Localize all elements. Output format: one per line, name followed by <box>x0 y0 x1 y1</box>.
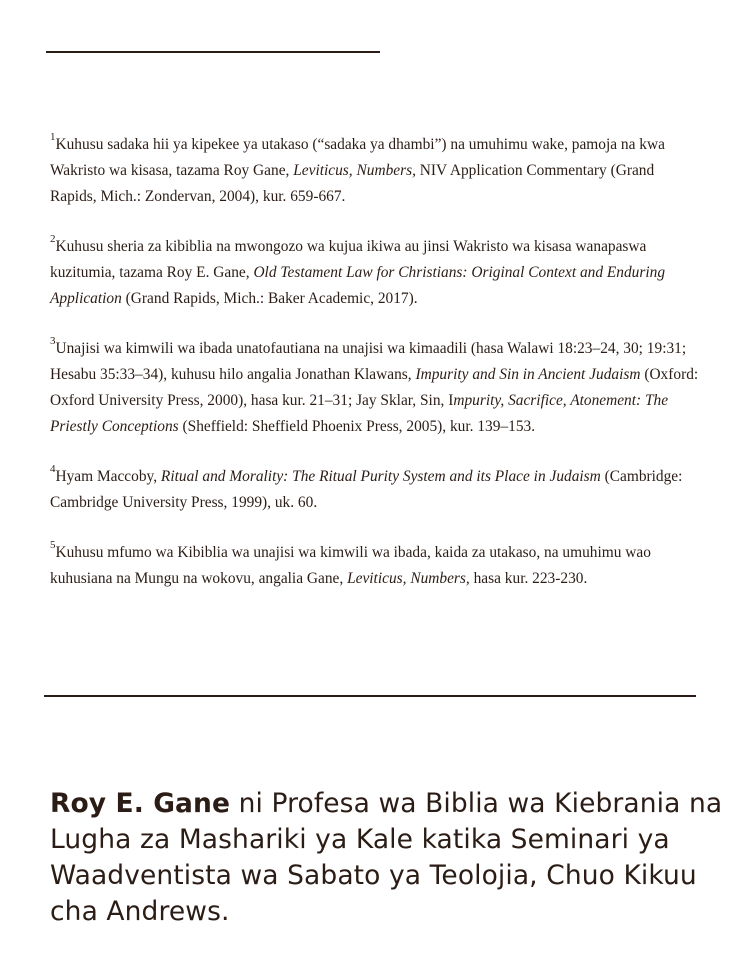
footnote-text: hasa kur. 223-230. <box>469 570 588 587</box>
footnote-number: 2 <box>50 232 56 245</box>
author-bio <box>50 786 730 930</box>
footnote <box>50 336 702 440</box>
author-name: Roy E. Gane <box>50 788 231 819</box>
footnote-text: (Oxford: Oxford University Press, 2000), hasa kur. 21–31; Jay Sklar, Sin, I <box>50 366 699 409</box>
footnote <box>50 234 702 312</box>
footnote <box>50 464 702 516</box>
footnote-text: Kuhusu sadaka hii ya kipekee ya utakaso (“sadaka ya dhambi”) na umuhimu wake, pamoja na kwa Wakristo wa kisasa, tazama Roy Gane, <box>50 136 665 179</box>
footnote-number: 1 <box>50 130 56 143</box>
footnote-text: (Cambridge: Cambridge University Press, 1999), uk. 60. <box>50 468 683 511</box>
footnote-text: NIV Application Commentary (Grand Rapids, Mich.: Zondervan, 2004), kur. 659-667. <box>50 162 655 205</box>
footnote-text: Kuhusu mfumo wa Kibiblia wa unajisi wa kimwili wa ibada, kaida za utakaso, na umuhimu wao kuhusiana na Mungu na wokovu, angalia Gane, <box>50 544 651 587</box>
footnote-text: Kuhusu sheria za kibiblia na mwongozo wa kujua ikiwa au jinsi Wakristo wa kisasa wanapaswa kuzitumia, tazama Roy E. Gane, <box>50 238 647 281</box>
footnote-text: (Grand Rapids, Mich.: Baker Academic, 2017). <box>121 290 418 307</box>
footnote-number: 3 <box>50 334 56 347</box>
footnote-text: Hyam Maccoby, <box>55 468 161 485</box>
footnote-text: Unajisi wa kimwili wa ibada unatofautiana na unajisi wa kimaadili (hasa Walawi 18:23–24, 30; 19:31; Hesabu 35:33–34), kuhusu hilo angalia Jonathan Klawans, <box>50 340 687 383</box>
footnote <box>50 540 702 592</box>
author-description: ni Profesa wa Biblia wa Kiebrania na Lugha za Mashariki ya Kale katika Seminari ya Waadventista wa Sabato ya Teolojia, Chuo Kikuu cha Andrews. <box>50 788 723 927</box>
footnote-citation-title: mpurity, Sacrifice, Atonement: The Priestly Conceptions <box>50 392 669 435</box>
footnote-number: 5 <box>50 538 56 551</box>
footnote-number: 4 <box>50 462 56 475</box>
footnote-citation-title: Impurity and Sin in Ancient Judaism <box>415 366 641 383</box>
footnote-citation-title: Leviticus, Numbers, <box>293 162 416 179</box>
footnote-citation-title: Ritual and Morality: The Ritual Purity System and its Place in Judaism <box>160 468 601 485</box>
footnote-citation-title: Old Testament Law for Christians: Original Context and Enduring Application <box>50 264 666 307</box>
footnote-citation-title: Leviticus, Numbers, <box>347 570 470 587</box>
section-divider <box>44 695 696 697</box>
footnote-text: (Sheffield: Sheffield Phoenix Press, 2005), kur. 139–153. <box>178 418 536 435</box>
top-divider <box>46 51 380 53</box>
footnote <box>50 132 702 210</box>
footnotes-section <box>50 132 702 616</box>
